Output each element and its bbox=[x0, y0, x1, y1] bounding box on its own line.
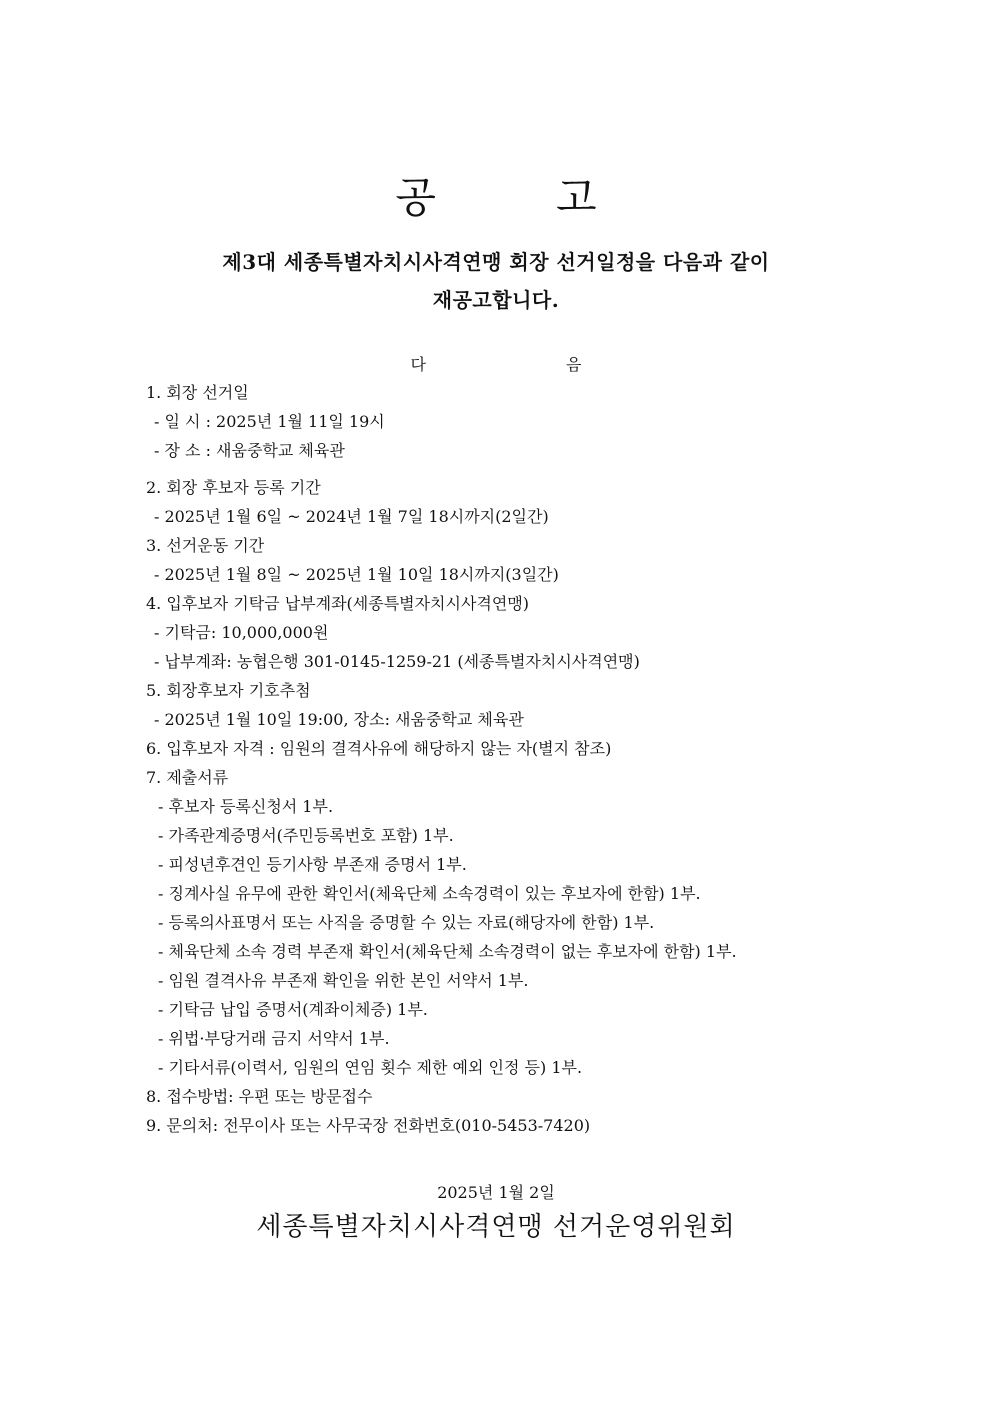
section-heading: 1. 회장 선거일 bbox=[146, 383, 249, 402]
section-heading: 6. 입후보자 자격 : 임원의 결격사유에 해당하지 않는 자(별지 참조) bbox=[146, 739, 612, 758]
organization-name: 세종특별자치시사격연맹 선거운영위원회 bbox=[256, 1212, 736, 1242]
notice-date: 2025년 1월 2일 bbox=[437, 1183, 555, 1202]
section-item: - 2025년 1월 10일 19:00, 장소: 새움중학교 체육관 bbox=[154, 710, 524, 729]
section-item: - 기탁금: 10,000,000원 bbox=[154, 623, 329, 642]
section-item: - 후보자 등록신청서 1부. bbox=[158, 797, 334, 816]
section-heading: 7. 제출서류 bbox=[146, 768, 229, 787]
section-item: - 납부계좌: 농협은행 301-0145-1259-21 (세종특별자치시사격연맹) bbox=[154, 652, 640, 671]
section-item: - 기탁금 납입 증명서(계좌이체증) 1부. bbox=[158, 1000, 428, 1019]
section-heading: 4. 입후보자 기탁금 납부계좌(세종특별자치시사격연맹) bbox=[146, 594, 530, 613]
section-heading: 3. 선거운동 기간 bbox=[146, 536, 265, 555]
da-char: 다 bbox=[410, 355, 426, 374]
section-item: - 일 시 : 2025년 1월 11일 19시 bbox=[154, 412, 385, 431]
title-char-right: 고 bbox=[556, 173, 597, 222]
section-heading: 2. 회장 후보자 등록 기간 bbox=[146, 478, 321, 497]
section-heading: 8. 접수방법: 우편 또는 방문접수 bbox=[146, 1087, 373, 1106]
section-item: - 가족관계증명서(주민등록번호 포함) 1부. bbox=[158, 826, 454, 845]
title-char-left: 공 bbox=[395, 173, 436, 222]
eum-char: 음 bbox=[566, 355, 582, 374]
da-eum-heading bbox=[0, 352, 992, 375]
section-item: - 체육단체 소속 경력 부존재 확인서(체육단체 소속경력이 없는 후보자에 한함) 1부. bbox=[158, 942, 737, 961]
section-item: - 등록의사표명서 또는 사직을 증명할 수 있는 자료(해당자에 한함) 1부. bbox=[158, 913, 655, 932]
section-item: - 기타서류(이력서, 임원의 연임 횟수 제한 예외 인정 등) 1부. bbox=[158, 1058, 583, 1077]
section-item: - 2025년 1월 6일 ~ 2024년 1월 7일 18시까지(2일간) bbox=[154, 507, 549, 526]
subtitle-line-1: 제3대 세종특별자치시사격연맹 회장 선거일정을 다음과 같이 bbox=[222, 250, 770, 274]
section-heading: 9. 문의처: 전무이사 또는 사무국장 전화번호(010-5453-7420) bbox=[146, 1116, 591, 1135]
section-heading: 5. 회장후보자 기호추첨 bbox=[146, 681, 311, 700]
notice-body bbox=[146, 378, 946, 1140]
notice-title bbox=[0, 172, 992, 224]
section-item: - 2025년 1월 8일 ~ 2025년 1월 10일 18시까지(3일간) bbox=[154, 565, 559, 584]
section-item: - 장 소 : 새움중학교 체육관 bbox=[154, 441, 345, 460]
section-item: - 징계사실 유무에 관한 확인서(체육단체 소속경력이 있는 후보자에 한함) 1부. bbox=[158, 884, 701, 903]
section-item: - 위법·부당거래 금지 서약서 1부. bbox=[158, 1029, 390, 1048]
section-item: - 임원 결격사유 부존재 확인을 위한 본인 서약서 1부. bbox=[158, 971, 529, 990]
section-item: - 피성년후견인 등기사항 부존재 증명서 1부. bbox=[158, 855, 467, 874]
subtitle-line-2: 재공고합니다. bbox=[432, 288, 560, 312]
